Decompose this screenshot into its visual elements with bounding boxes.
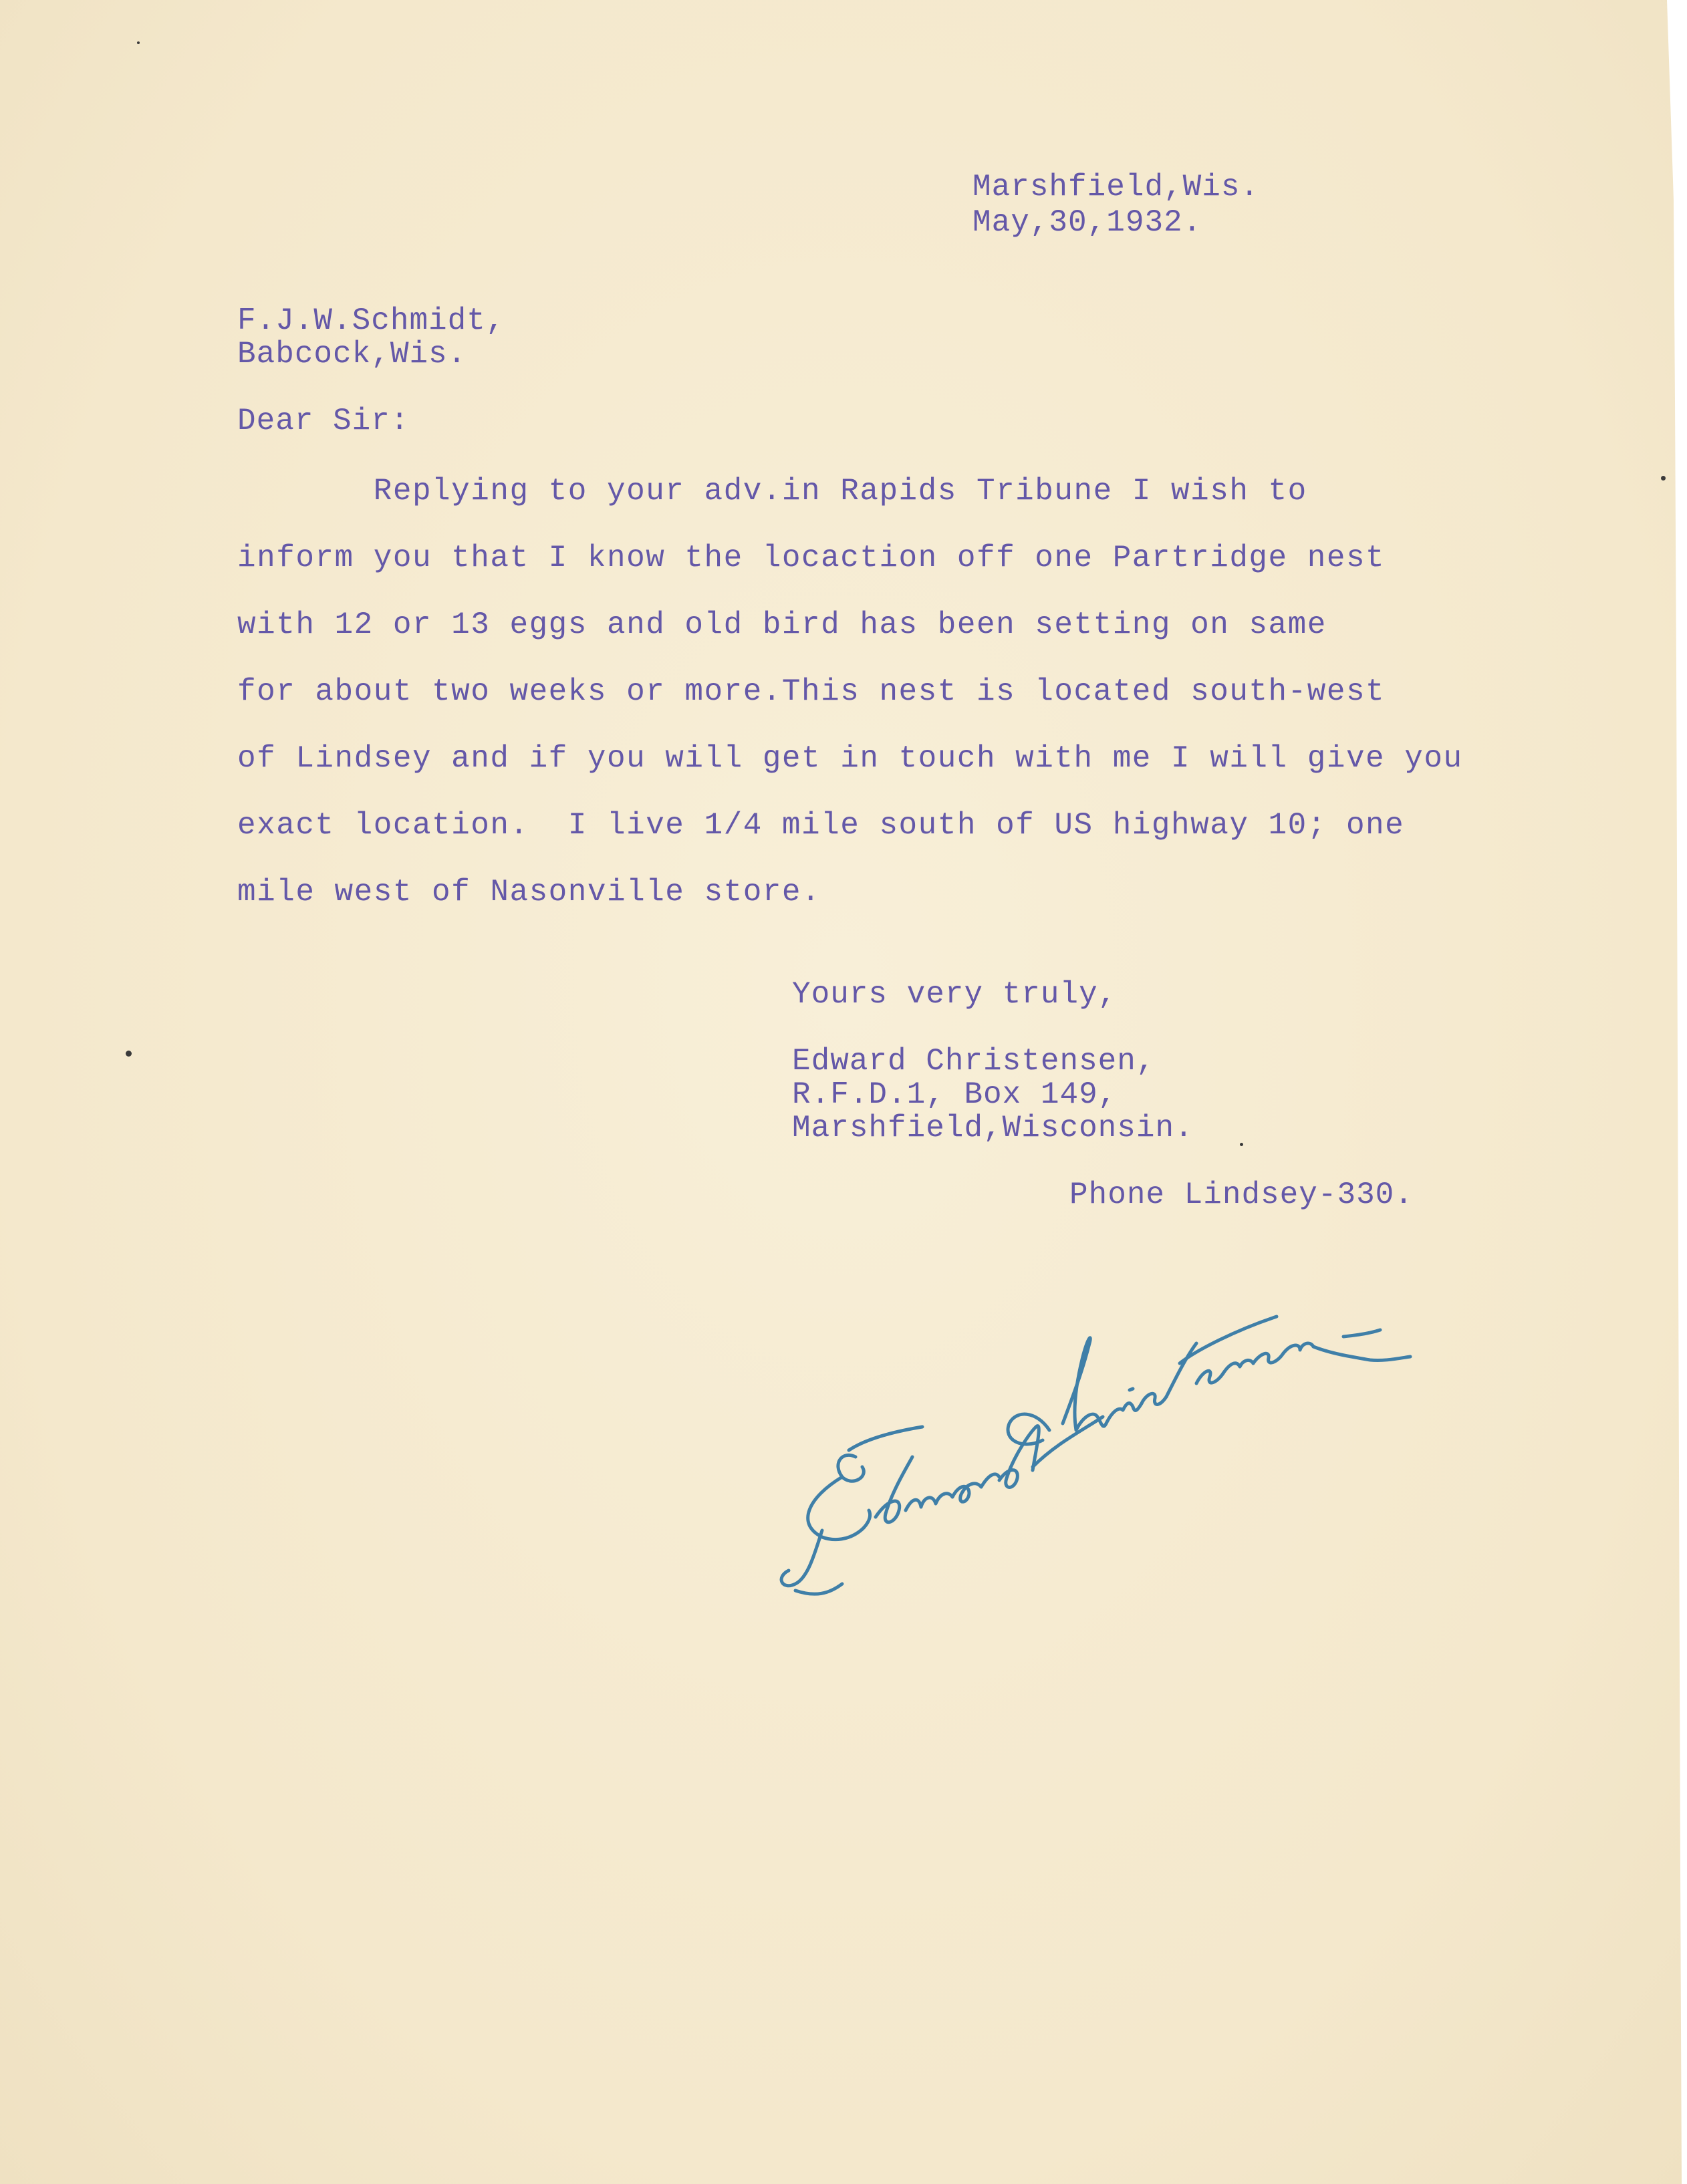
body-line: inform you that I know the locaction off one Partridge nest — [237, 541, 1386, 575]
body-line: for about two weeks or more.This nest is located south-west — [237, 674, 1386, 709]
phone-line: Phone Lindsey-330. — [1069, 1178, 1414, 1212]
letter-date: May,30,1932. — [972, 205, 1202, 240]
paper-speck — [1240, 1143, 1243, 1146]
paper-speck — [137, 41, 140, 44]
sender-city: Marshfield,Wisconsin. — [792, 1111, 1194, 1145]
body-line: Replying to your adv.in Rapids Tribune I wish to — [237, 474, 1307, 509]
salutation: Dear Sir: — [237, 404, 410, 438]
recipient-name: F.J.W.Schmidt, — [237, 303, 505, 338]
body-line: with 12 or 13 eggs and old bird has been setting on same — [237, 607, 1327, 642]
sender-name: Edward Christensen, — [792, 1044, 1156, 1079]
paper-speck — [1661, 476, 1666, 481]
sender-address: R.F.D.1, Box 149, — [792, 1077, 1118, 1112]
torn-paper-edge — [1627, 0, 1687, 2184]
handwritten-signature — [769, 1296, 1504, 1644]
body-line: of Lindsey and if you will get in touch with me I will give you — [237, 741, 1463, 776]
closing: Yours very truly, — [792, 977, 1118, 1012]
body-line: exact location. I live 1/4 mile south of US highway 10; one — [237, 808, 1405, 843]
body-line: mile west of Nasonville store. — [237, 875, 821, 910]
recipient-place: Babcock,Wis. — [237, 337, 467, 372]
paper-speck — [126, 1051, 132, 1057]
letter-place: Marshfield,Wis. — [972, 170, 1260, 204]
